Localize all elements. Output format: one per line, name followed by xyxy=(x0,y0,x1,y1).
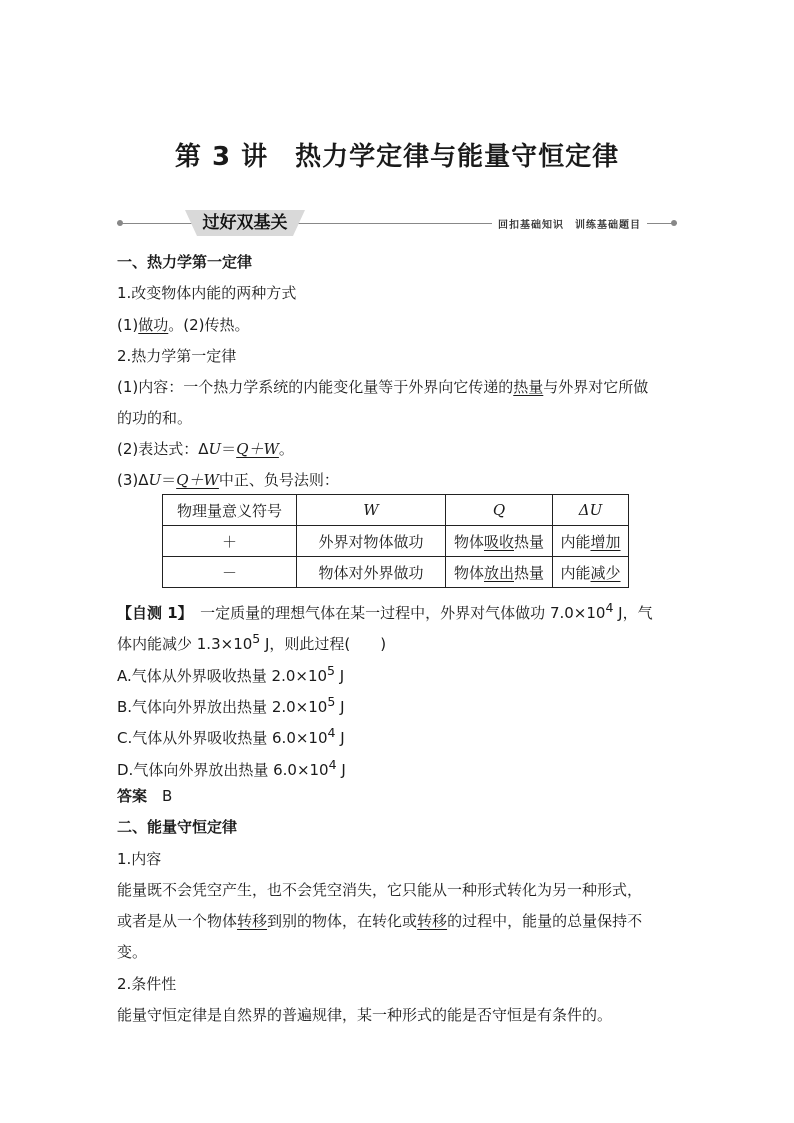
section2-item1: 1.内容 xyxy=(117,850,162,868)
variable-U: U xyxy=(148,471,162,489)
exponent: 5 xyxy=(252,631,261,646)
text-run: J xyxy=(335,729,345,747)
text-run: D.气体向外界放出热量 6.0×10 xyxy=(117,761,329,779)
item1-body xyxy=(117,315,682,335)
section2-item2: 2.条件性 xyxy=(117,975,177,993)
text-run: 体内能减少 1.3×10 xyxy=(117,635,253,653)
underlined-answer: 吸收 xyxy=(483,532,514,551)
quiz-question-line1 xyxy=(117,598,682,623)
answer-value: B xyxy=(162,787,173,805)
header-dU: ΔU xyxy=(578,501,603,519)
text-run: (1) xyxy=(117,316,139,334)
section2-heading: 二、能量守恒定律 xyxy=(117,818,238,836)
underlined-formula: Q＋W xyxy=(236,440,279,458)
exponent: 4 xyxy=(605,600,614,615)
table-cell-q xyxy=(446,557,553,588)
banner-dot-left xyxy=(117,220,123,226)
table-row xyxy=(163,557,629,588)
quiz-option-b[interactable] xyxy=(117,692,682,717)
underlined-answer: 转移 xyxy=(417,912,448,930)
header-W: W xyxy=(363,501,379,519)
table-cell-sign: － xyxy=(163,557,297,588)
text-run: ＝ xyxy=(161,471,177,489)
text-run: 中正、负号法则： xyxy=(218,471,339,489)
underlined-answer: 减少 xyxy=(590,563,621,582)
table-cell-du xyxy=(553,557,629,588)
table-cell-w: 外界对物体做功 xyxy=(297,526,446,557)
answer-label: 答案 xyxy=(117,787,148,805)
banner-dot-right xyxy=(671,220,677,226)
text-run: J，则此过程( ) xyxy=(260,635,387,653)
quiz-option-d[interactable] xyxy=(117,755,682,780)
table-header-cell xyxy=(297,495,446,526)
text-run: 物体 xyxy=(453,532,484,551)
header-Q: Q xyxy=(492,501,506,519)
text-run: (3)Δ xyxy=(117,471,149,489)
text-run: 一定质量的理想气体在某一过程中，外界对气体做功 7.0×10 xyxy=(185,604,606,622)
section2-p1-line1: 能量既不会凭空产生，也不会凭空消失，它只能从一种形式转化为另一种形式， xyxy=(117,881,643,899)
section-banner xyxy=(117,208,677,236)
exponent: 4 xyxy=(327,725,336,740)
quiz-option-a[interactable] xyxy=(117,661,682,686)
banner-right-text: 回扣基础知识 训练基础题目 xyxy=(492,216,647,231)
text-run: 的过程中，能量的总量保持不 xyxy=(447,912,643,930)
text-run: 热量 xyxy=(514,532,545,551)
quiz-option-c[interactable] xyxy=(117,723,682,748)
exponent: 5 xyxy=(327,694,336,709)
table-cell-w: 物体对外界做功 xyxy=(297,557,446,588)
exponent: 5 xyxy=(327,663,335,678)
section2-p1-line2 xyxy=(117,911,682,931)
text-run: J xyxy=(335,698,345,716)
section2-p1-line3: 变。 xyxy=(117,943,148,961)
text-run: A.气体从外界吸收热量 2.0×10 xyxy=(117,667,328,685)
text-run: 热量 xyxy=(514,563,545,582)
item2-title: 2.热力学第一定律 xyxy=(117,347,237,365)
quiz-answer xyxy=(117,786,682,806)
table-cell-q xyxy=(446,526,553,557)
table-header-cell xyxy=(446,495,553,526)
quiz-tag: 【自测 1】 xyxy=(117,604,186,622)
table-cell-sign: ＋ xyxy=(163,526,297,557)
underlined-answer: 增加 xyxy=(590,532,621,551)
text-run: 内能 xyxy=(560,532,591,551)
content-line2: 的功的和。 xyxy=(117,409,193,427)
text-run: 。 xyxy=(278,440,294,458)
text-run: 或者是从一个物体 xyxy=(117,912,238,930)
exponent: 4 xyxy=(328,757,337,772)
section2-p2: 能量守恒定律是自然界的普遍规律，某一种形式的能是否守恒是有条件的。 xyxy=(117,1006,613,1024)
underlined-answer: 放出 xyxy=(483,563,514,582)
underlined-answer: 转移 xyxy=(237,912,268,930)
table-header-cell: 物理量意义符号 xyxy=(163,495,297,526)
text-run: 与外界对它所做 xyxy=(543,378,649,396)
text-run: (2)表达式：Δ xyxy=(117,440,209,458)
variable-U: U xyxy=(208,440,222,458)
content-line1 xyxy=(117,377,682,397)
text-run: C.气体从外界吸收热量 6.0×10 xyxy=(117,729,328,747)
text-run: J，气 xyxy=(613,604,653,622)
table-row xyxy=(163,526,629,557)
item1-title: 1.改变物体内能的两种方式 xyxy=(117,284,297,302)
quiz-question-line2 xyxy=(117,629,682,654)
sign-rules-table xyxy=(162,494,629,588)
text-run: 物体 xyxy=(453,563,484,582)
table-cell-du xyxy=(553,526,629,557)
section1-heading: 一、热力学第一定律 xyxy=(117,253,253,271)
text-run: (1)内容：一个热力学系统的内能变化量等于外界向它传递的 xyxy=(117,378,514,396)
text-run: J xyxy=(335,667,345,685)
text-run: 内能 xyxy=(560,563,591,582)
page-title: 第 3 讲 热力学定律与能量守恒定律 xyxy=(174,142,620,172)
text-run: J xyxy=(336,761,346,779)
sign-rule-line xyxy=(117,470,682,490)
text-run: ＝ xyxy=(221,440,237,458)
text-run: 到别的物体，在转化或 xyxy=(267,912,418,930)
text-run: 。(2)传热。 xyxy=(168,316,250,334)
table-header-cell xyxy=(553,495,629,526)
underlined-answer: 热量 xyxy=(513,378,544,396)
underlined-formula: Q＋W xyxy=(176,471,219,489)
text-run: B.气体向外界放出热量 2.0×10 xyxy=(117,698,328,716)
underlined-answer: 做功 xyxy=(138,316,169,334)
expression-line xyxy=(117,439,682,459)
banner-tab-label: 过好双基关 xyxy=(202,213,288,233)
table-header-row xyxy=(163,495,629,526)
